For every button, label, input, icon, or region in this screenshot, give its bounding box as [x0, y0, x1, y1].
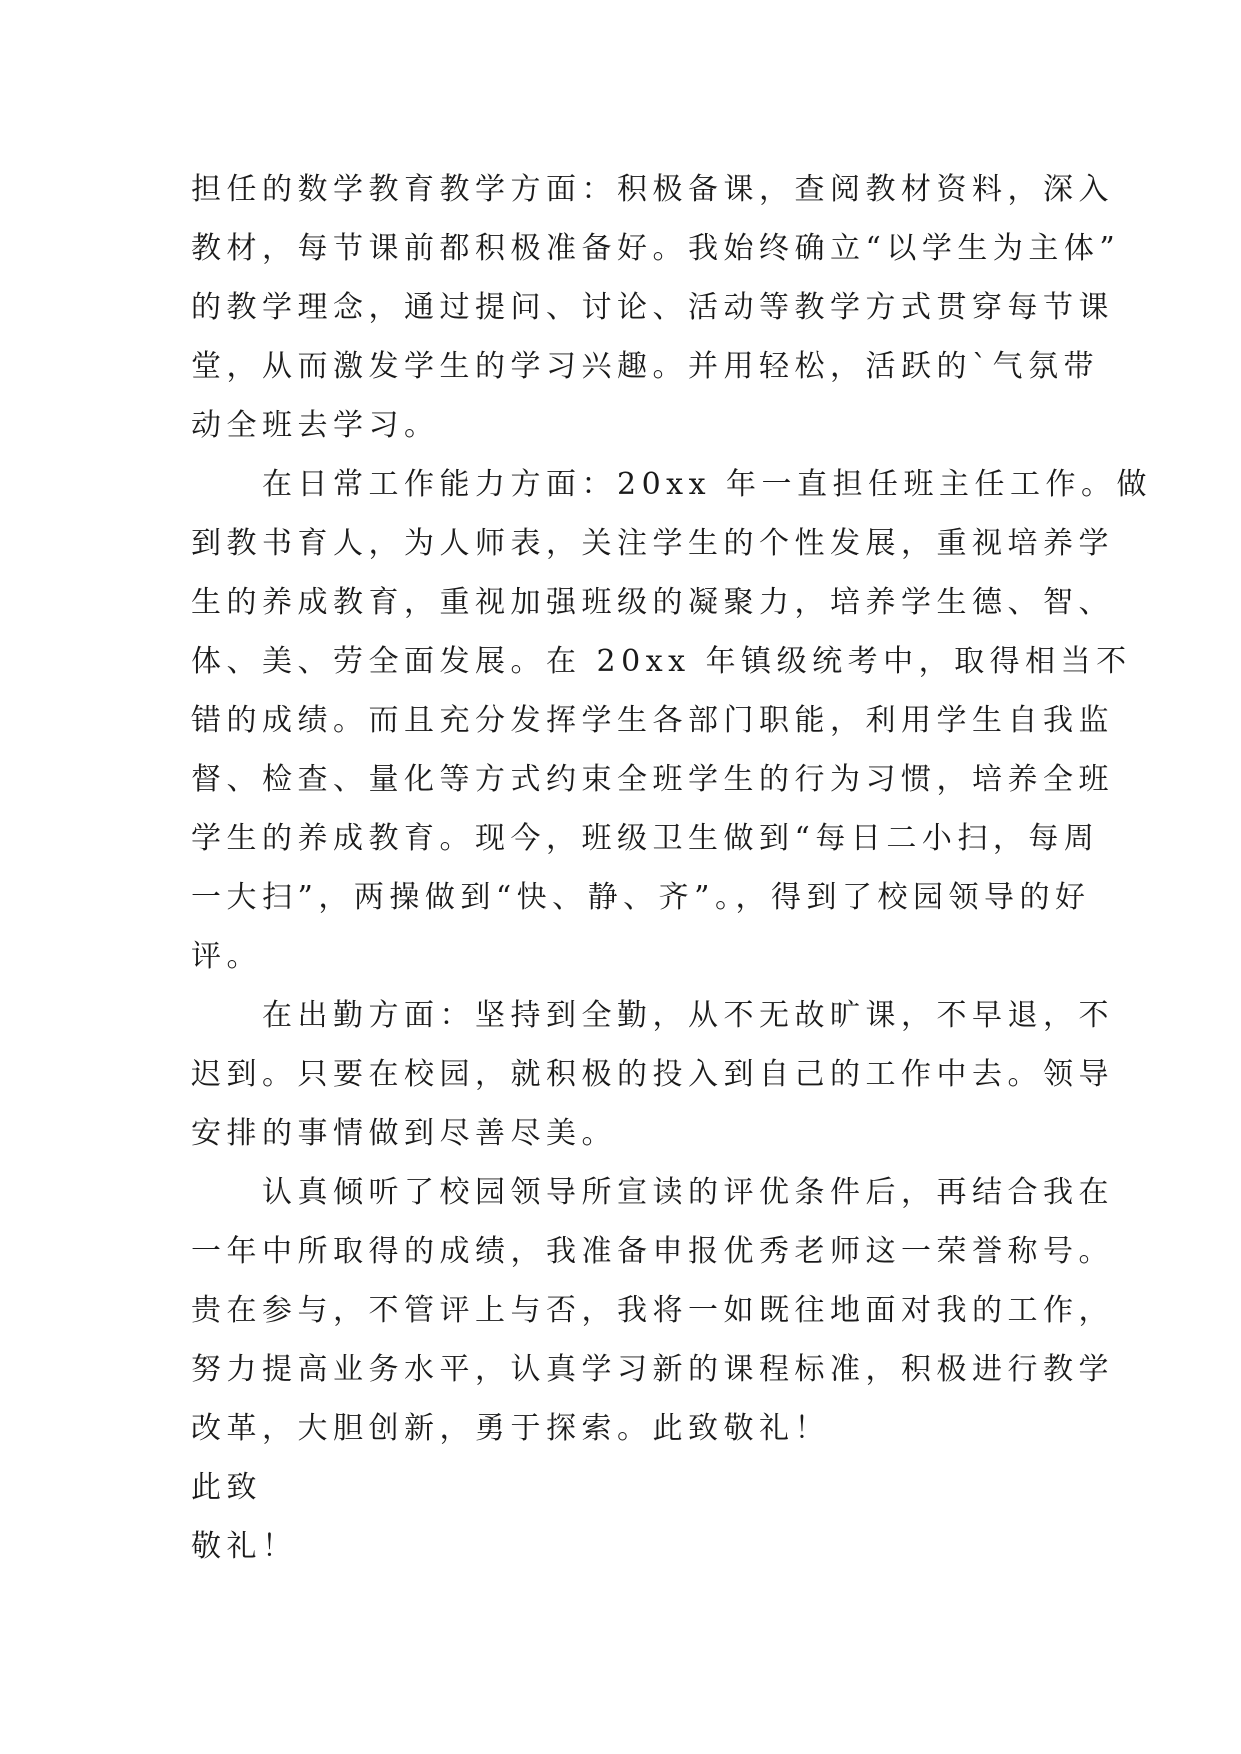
text-line: 督、检查、量化等方式约束全班学生的行为习惯，培养全班: [191, 762, 1114, 797]
text-line: 堂，从而激发学生的学习兴趣。并用轻松，活跃的`气氛带: [191, 349, 1099, 384]
text-line: 努力提高业务水平，认真学习新的课程标准，积极进行教学: [191, 1352, 1114, 1387]
text-line: 生的养成教育，重视加强班级的凝聚力，培养学生德、智、: [191, 585, 1114, 620]
closing-line: 敬礼！: [191, 1529, 298, 1564]
text-line: 担任的数学教育教学方面：积极备课，查阅教材资料，深入: [191, 172, 1114, 207]
text-line: 到教书育人，为人师表，关注学生的个性发展，重视培养学: [191, 526, 1114, 561]
text-line: 评。: [191, 939, 262, 974]
text-line: 认真倾听了校园领导所宣读的评优条件后，再结合我在: [191, 1175, 1114, 1210]
text-line: 的教学理念，通过提问、讨论、活动等教学方式贯穿每节课: [191, 290, 1114, 325]
text-line: 改革，大胆创新，勇于探索。此致敬礼！: [191, 1411, 830, 1446]
text-line: 一年中所取得的成绩，我准备申报优秀老师这一荣誉称号。: [191, 1234, 1114, 1269]
text-line: 一大扫”，两操做到“快、静、齐”。，得到了校园领导的好: [191, 880, 1091, 915]
text-line: 错的成绩。而且充分发挥学生各部门职能，利用学生自我监: [191, 703, 1114, 738]
text-line: 体、美、劳全面发展。在 20xx 年镇级统考中，取得相当不: [191, 644, 1132, 679]
document-body: [191, 160, 1153, 1576]
text-line: 迟到。只要在校园，就积极的投入到自己的工作中去。领导: [191, 1057, 1114, 1092]
text-line: 学生的养成教育。现今，班级卫生做到“每日二小扫，每周: [191, 821, 1100, 856]
text-line: 动全班去学习。: [191, 408, 440, 443]
text-line: 在日常工作能力方面：20xx 年一直担任班主任工作。做: [191, 467, 1153, 502]
text-line: 安排的事情做到尽善尽美。: [191, 1116, 617, 1151]
closing-line: 此致: [191, 1470, 262, 1505]
text-line: 贵在参与，不管评上与否，我将一如既往地面对我的工作，: [191, 1293, 1114, 1328]
text-line: 在出勤方面：坚持到全勤，从不无故旷课，不早退，不: [191, 998, 1114, 1033]
text-line: 教材，每节课前都积极准备好。我始终确立“以学生为主体”: [191, 231, 1121, 266]
